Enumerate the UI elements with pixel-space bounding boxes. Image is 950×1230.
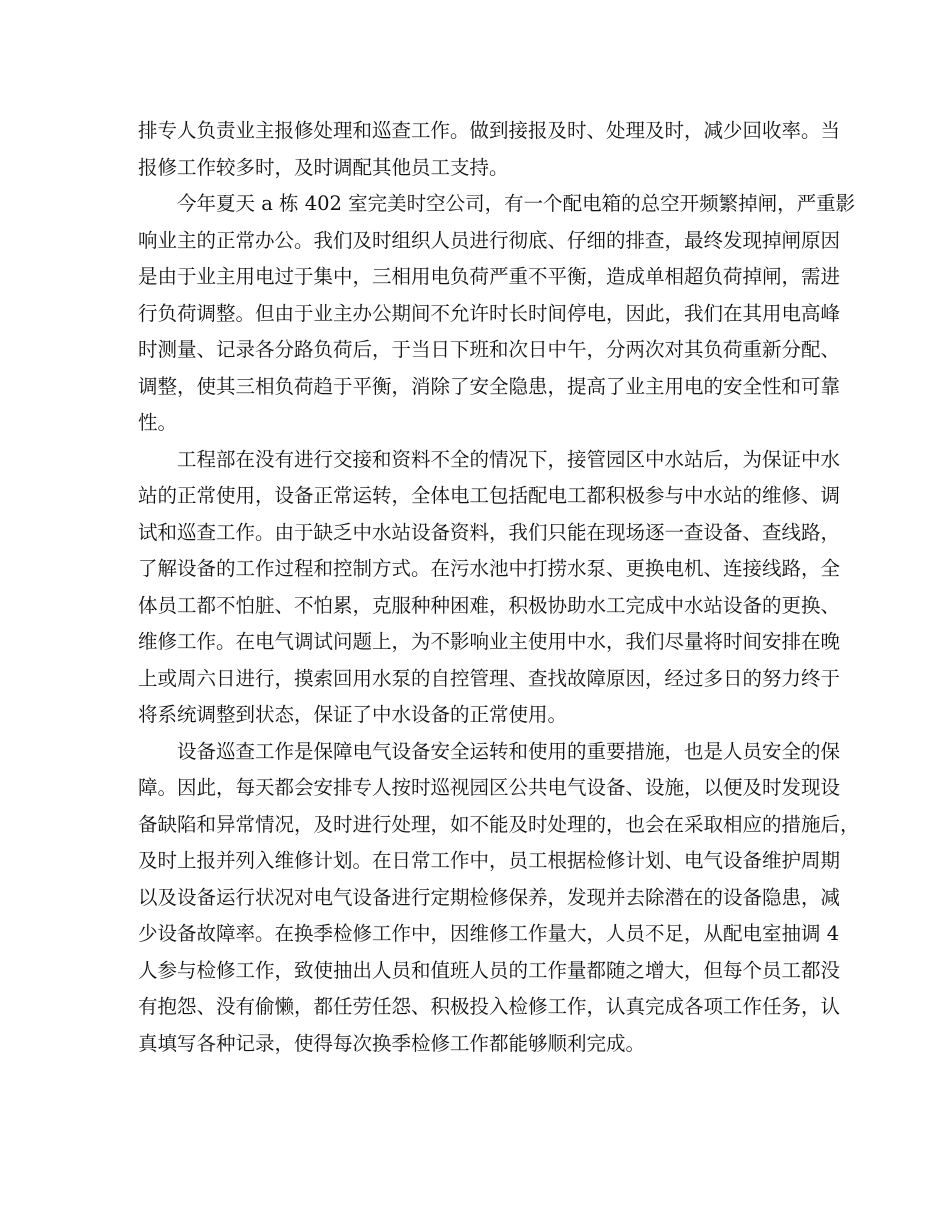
text-line: 性。 [138, 411, 178, 434]
text-line: 备缺陷和异常情况，及时进行处理，如不能及时处理的，也会在采取相应的措施后， [138, 812, 860, 836]
text-line: 工程部在没有进行交接和资料不全的情况下，接管园区中水站后，为保证中水 [177, 447, 841, 471]
text-line: 今年夏天 a 栋 402 室完美时空公司，有一个配电箱的总空开频繁掉闸，严重影 [177, 192, 856, 215]
text-line: 真填写各种记录，使得每次换季检修工作都能够顺利完成。 [138, 1031, 646, 1055]
text-line: 少设备故障率。在换季检修工作中，因维修工作量大，人员不足，从配电室抽调 4 [138, 922, 840, 945]
paragraph-2 [138, 186, 856, 442]
text-line: 有抱怨、没有偷懒，都任劳任怨、积极投入检修工作，认真完成各项工作任务，认 [138, 995, 841, 1018]
text-line: 人参与检修工作，致使抽出人员和值班人员的工作量都随之增大，但每个员工都没 [138, 958, 841, 982]
text-line: 调整，使其三相负荷趋于平衡，消除了安全隐患，提高了业主用电的安全性和可靠 [138, 374, 841, 398]
text-line: 试和巡查工作。由于缺乏中水站设备资料，我们只能在现场逐一查设备、查线路， [138, 520, 841, 544]
text-line: 上或周六日进行，摸索回用水泵的自控管理、查找故障原因，经过多日的努力终于 [138, 666, 841, 690]
text-line: 设备巡查工作是保障电气设备安全运转和使用的重要措施，也是人员安全的保 [177, 739, 841, 763]
text-line: 时测量、记录各分路负荷后，于当日下班和次日中午，分两次对其负荷重新分配、 [138, 338, 841, 361]
paragraph-4 [138, 734, 860, 1063]
text-line: 排专人负责业主报修处理和巡查工作。做到接报及时、处理及时，减少回收率。当 [138, 119, 841, 142]
paragraph-3 [138, 442, 841, 734]
text-line: 行负荷调整。但由于业主办公期间不允许时长时间停电，因此，我们在其用电高峰 [138, 301, 841, 325]
text-line: 维修工作。在电气调试问题上，为不影响业主使用中水，我们尽量将时间安排在晚 [138, 630, 841, 653]
text-line: 及时上报并列入维修计划。在日常工作中，员工根据检修计划、电气设备维护周期 [138, 849, 841, 872]
text-line: 以及设备运行状况对电气设备进行定期检修保养，发现并去除潜在的设备隐患，减 [138, 885, 841, 909]
document-body [138, 113, 860, 1062]
text-line: 响业主的正常办公。我们及时组织人员进行彻底、仔细的排查，最终发现掉闸原因 [138, 228, 841, 252]
paragraph-1 [138, 113, 841, 186]
text-line: 将系统调整到状态，保证了中水设备的正常使用。 [138, 703, 568, 726]
text-line: 体员工都不怕脏、不怕累，克服种种困难，积极协助水工完成中水站设备的更换、 [138, 593, 841, 617]
text-line: 是由于业主用电过于集中，三相用电负荷严重不平衡，造成单相超负荷掉闸，需进 [138, 265, 841, 288]
text-line: 障。因此，每天都会安排专人按时巡视园区公共电气设备、设施，以便及时发现设 [138, 776, 841, 799]
text-line: 了解设备的工作过程和控制方式。在污水池中打捞水泵、更换电机、连接线路，全 [138, 557, 841, 580]
text-line: 报修工作较多时，及时调配其他员工支持。 [138, 155, 509, 179]
text-line: 站的正常使用，设备正常运转，全体电工包括配电工都积极参与中水站的维修、调 [138, 484, 841, 507]
